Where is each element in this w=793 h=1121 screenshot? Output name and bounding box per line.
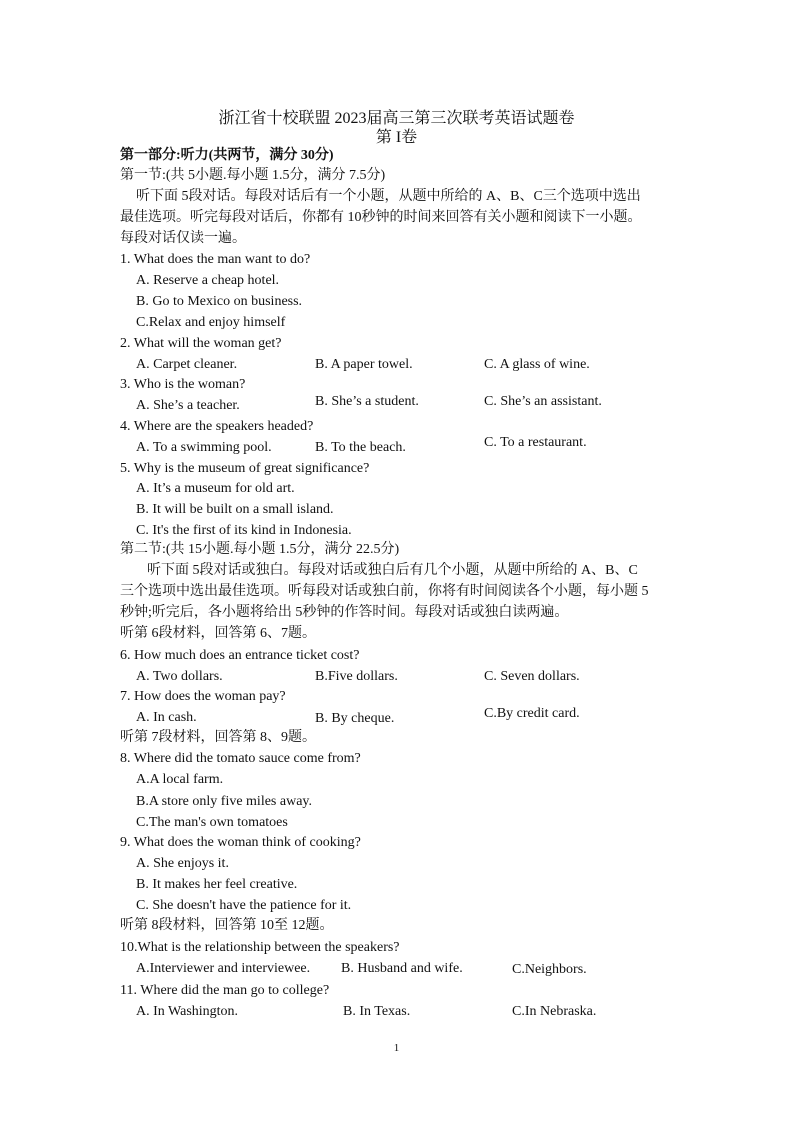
material-7-heading: 听第 7段材料，回答第 8、9题。 xyxy=(120,730,316,745)
q8-option-a: A.A local farm. xyxy=(136,772,224,787)
question-6: 6. How much does an entrance ticket cost? xyxy=(120,648,360,663)
question-2: 2. What will the woman get? xyxy=(120,336,282,351)
section2-heading: 第二节:(共 15小题.每小题 1.5分，满分 22.5分) xyxy=(120,542,400,557)
q4-option-b: B. To the beach. xyxy=(315,440,406,455)
q3-option-b: B. She’s a student. xyxy=(315,394,419,409)
q2-option-a: A. Carpet cleaner. xyxy=(136,357,238,372)
section1-instruction-line2: 最佳选项。听完每段对话后，你都有 10秒钟的时间来回答有关小题和阅读下一小题。 xyxy=(120,210,642,225)
q8-option-b: B.A store only five miles away. xyxy=(136,794,313,809)
q10-option-c: C.Neighbors. xyxy=(512,962,587,977)
section2-instruction-line2: 三个选项中选出最佳选项。听每段对话或独白前，你将有时间阅读各个小题，每小题 5 xyxy=(120,584,649,599)
q1-option-a: A. Reserve a cheap hotel. xyxy=(136,273,280,288)
q10-option-a: A.Interviewer and interviewee. xyxy=(136,961,311,976)
volume-subtitle: 第 I卷 xyxy=(375,129,418,146)
q3-option-a: A. She’s a teacher. xyxy=(136,398,240,413)
q5-option-c: C. It's the first of its kind in Indonesia. xyxy=(136,523,352,538)
q9-option-a: A. She enjoys it. xyxy=(136,856,229,871)
q11-option-b: B. In Texas. xyxy=(343,1004,411,1019)
page-number: 1 xyxy=(393,1042,400,1054)
exam-title: 浙江省十校联盟 2023届高三第三次联考英语试题卷 xyxy=(218,110,575,127)
q8-option-c: C.The man's own tomatoes xyxy=(136,815,288,830)
material-6-heading: 听第 6段材料，回答第 6、7题。 xyxy=(120,626,316,641)
q5-option-b: B. It will be built on a small island. xyxy=(136,502,334,517)
q2-option-c: C. A glass of wine. xyxy=(484,357,590,372)
q7-option-a: A. In cash. xyxy=(136,710,197,725)
question-4: 4. Where are the speakers headed? xyxy=(120,419,314,434)
q1-option-c: C.Relax and enjoy himself xyxy=(136,315,286,330)
question-7: 7. How does the woman pay? xyxy=(120,689,286,704)
q9-option-b: B. It makes her feel creative. xyxy=(136,877,298,892)
q3-option-c: C. She’s an assistant. xyxy=(484,394,602,409)
section1-instruction-line3: 每段对话仅读一遍。 xyxy=(120,231,246,246)
question-10: 10.What is the relationship between the speakers? xyxy=(120,940,400,955)
q11-option-c: C.In Nebraska. xyxy=(512,1004,597,1019)
section2-instruction-line3: 秒钟;听完后，各小题将给出 5秒钟的作答时间。每段对话或独白读两遍。 xyxy=(120,605,569,620)
q6-option-c: C. Seven dollars. xyxy=(484,669,580,684)
material-8-heading: 听第 8段材料，回答第 10至 12题。 xyxy=(120,918,334,933)
question-1: 1. What does the man want to do? xyxy=(120,252,311,267)
q5-option-a: A. It’s a museum for old art. xyxy=(136,481,295,496)
q7-option-c: C.By credit card. xyxy=(484,706,580,721)
section1-instruction-line1: 听下面 5段对话。每段对话后有一个小题，从题中所给的 A、B、C三个选项中选出 xyxy=(136,189,641,204)
section1-heading: 第一节:(共 5小题.每小题 1.5分，满分 7.5分) xyxy=(120,168,386,183)
q1-option-b: B. Go to Mexico on business. xyxy=(136,294,303,309)
q9-option-c: C. She doesn't have the patience for it. xyxy=(136,898,352,913)
q4-option-a: A. To a swimming pool. xyxy=(136,440,272,455)
q11-option-a: A. In Washington. xyxy=(136,1004,239,1019)
section2-instruction-line1: 听下面 5段对话或独白。每段对话或独白后有几个小题，从题中所给的 A、B、C xyxy=(147,563,638,578)
q7-option-b: B. By cheque. xyxy=(315,711,395,726)
question-8: 8. Where did the tomato sauce come from? xyxy=(120,751,361,766)
q6-option-a: A. Two dollars. xyxy=(136,669,223,684)
q2-option-b: B. A paper towel. xyxy=(315,357,413,372)
q10-option-b: B. Husband and wife. xyxy=(341,961,463,976)
question-5: 5. Why is the museum of great significance? xyxy=(120,461,370,476)
part1-heading: 第一部分:听力(共两节，满分 30分) xyxy=(120,148,334,163)
q6-option-b: B.Five dollars. xyxy=(315,669,398,684)
question-3: 3. Who is the woman? xyxy=(120,377,246,392)
q4-option-c: C. To a restaurant. xyxy=(484,435,587,450)
question-9: 9. What does the woman think of cooking? xyxy=(120,835,361,850)
question-11: 11. Where did the man go to college? xyxy=(120,983,330,998)
